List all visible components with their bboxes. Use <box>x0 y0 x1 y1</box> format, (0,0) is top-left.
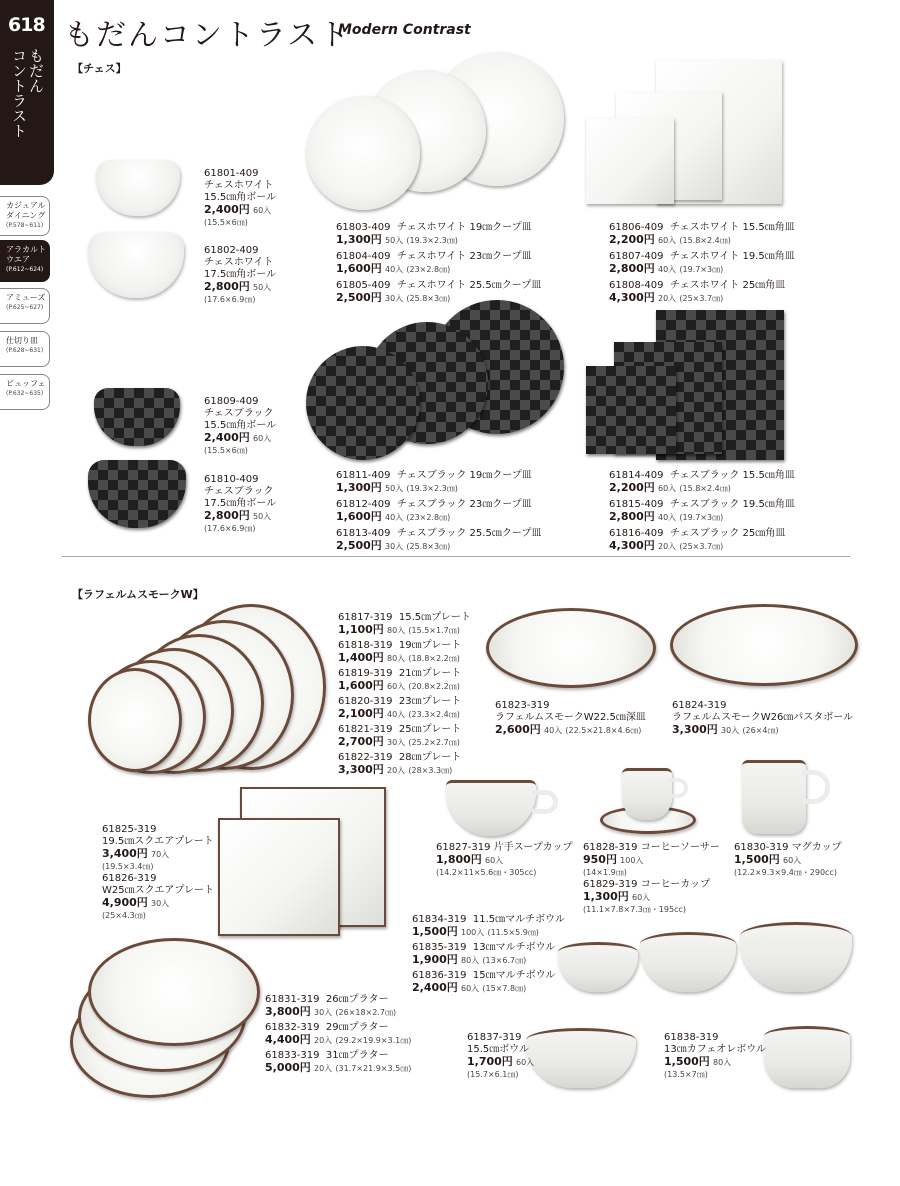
product-image-61811 <box>306 346 420 460</box>
cup-handle <box>668 778 688 798</box>
product-code: 61836-319 <box>412 970 467 981</box>
product-group-platters <box>265 994 411 1075</box>
product-group-chess-black-coupe <box>336 470 541 553</box>
product-group-chess-black-square <box>609 470 795 553</box>
cup-handle <box>802 770 830 804</box>
product-name: ラフェルムスモークW26㎝パスタボール <box>672 712 854 723</box>
product-price: 1,300円 <box>336 481 382 494</box>
product-qty: 20入 <box>313 1036 333 1045</box>
product-name: チェスホワイト 19.5㎝角皿 <box>669 251 795 262</box>
product-code: 61822-319 <box>338 752 393 763</box>
product-price: 2,100円 <box>338 707 384 720</box>
side-tab-label: アラカルト ウエア <box>6 245 46 264</box>
section-divider <box>62 556 850 557</box>
product-name: チェスホワイト 23㎝クープ皿 <box>396 251 532 262</box>
product-name: チェスホワイト 25.5㎝クープ皿 <box>396 280 542 291</box>
product-size: (19.3×2.3㎝) <box>406 236 458 245</box>
product-qty: 100入 <box>460 928 485 937</box>
product-name: チェスホワイト 19㎝クープ皿 <box>396 222 532 233</box>
product-code: 61812-409 <box>336 499 391 510</box>
product-price: 2,500円 <box>336 539 382 552</box>
product-image-61801 <box>96 160 180 216</box>
side-tab-alacarte[interactable] <box>0 240 50 282</box>
product-price: 2,800円 <box>204 280 250 293</box>
product-code: 61834-319 <box>412 914 467 925</box>
product-size: (28×3.3㎝) <box>408 766 453 775</box>
product-name: チェスホワイト 15.5㎝角皿 <box>669 222 795 233</box>
product-name: ラフェルムスモークW22.5㎝深皿 <box>495 712 646 723</box>
product-size: (11.5×5.9㎝) <box>487 928 539 937</box>
product-qty: 60入 <box>515 1058 535 1067</box>
product-code: 61826-319 <box>102 873 157 884</box>
product-price: 1,500円 <box>734 853 780 866</box>
product-price: 2,400円 <box>412 981 458 994</box>
product-61827 <box>436 842 573 879</box>
product-name: チェスブラック 25.5㎝クープ皿 <box>396 528 542 539</box>
product-code: 61817-319 <box>338 612 393 623</box>
product-image-61814 <box>586 366 676 454</box>
product-size: (15.5×1.7㎝) <box>408 626 460 635</box>
product-price: 1,900円 <box>412 953 458 966</box>
product-61801 <box>204 168 276 229</box>
product-size: (25.2×2.7㎝) <box>408 738 460 747</box>
product-qty: 50入 <box>252 512 272 521</box>
product-name: 13㎝カフェオレボウル <box>664 1044 766 1055</box>
product-name: チェスブラック 19.5㎝角皿 <box>669 499 795 510</box>
page-title: もだんコントラスト <box>64 18 352 53</box>
product-price: 2,200円 <box>609 481 655 494</box>
product-image-61834 <box>558 942 638 992</box>
side-tab-label: ビュッフェ <box>6 379 46 388</box>
product-code: 61816-409 <box>609 528 664 539</box>
product-qty: 40入 <box>657 265 677 274</box>
product-qty: 80入 <box>712 1058 732 1067</box>
product-size: (19.7×3㎝) <box>679 265 724 274</box>
cup-handle <box>532 790 558 814</box>
product-name: 26㎝プラター <box>325 994 389 1005</box>
product-code: 61815-409 <box>609 499 664 510</box>
product-price: 1,600円 <box>338 679 384 692</box>
product-size: (15.8×2.4㎝) <box>679 236 731 245</box>
product-qty: 20入 <box>313 1064 333 1073</box>
product-name: 15㎝マルチボウル <box>472 970 556 981</box>
product-code: 61837-319 <box>467 1032 522 1043</box>
product-name: 15.5㎝角ボール <box>204 192 277 203</box>
product-name: 15.5㎝ボウル <box>467 1044 529 1055</box>
product-size: (20.8×2.2㎝) <box>408 682 460 691</box>
product-price: 3,800円 <box>265 1005 311 1018</box>
product-qty: 30入 <box>384 294 404 303</box>
product-qty: 60入 <box>252 434 272 443</box>
product-code: 61809-409 <box>204 396 259 407</box>
product-qty: 60入 <box>386 682 406 691</box>
product-qty: 30入 <box>313 1008 333 1017</box>
product-price: 3,400円 <box>102 847 148 860</box>
page-side-tab <box>0 0 54 185</box>
product-size: (14.2×11×5.6㎝・305cc) <box>436 868 537 877</box>
product-name: チェスホワイト 25㎝角皿 <box>669 280 786 291</box>
product-code: 61814-409 <box>609 470 664 481</box>
product-code: 61818-319 <box>338 640 393 651</box>
product-price: 3,300円 <box>672 723 718 736</box>
product-qty: 40入 <box>657 513 677 522</box>
product-code: 61805-409 <box>336 280 391 291</box>
side-tab-label: 仕切り皿 <box>6 336 38 345</box>
product-price: 2,600円 <box>495 723 541 736</box>
product-61824 <box>672 700 853 737</box>
product-name: チェスブラック <box>204 486 274 497</box>
side-tab-amuse[interactable] <box>0 288 50 324</box>
product-name: コーヒーカップ <box>640 879 711 890</box>
product-qty: 80入 <box>386 654 406 663</box>
product-image-61829 <box>622 768 672 820</box>
product-code: 61802-409 <box>204 245 259 256</box>
page-number: 618 <box>8 14 45 36</box>
product-qty: 20入 <box>657 294 677 303</box>
product-qty: 50入 <box>384 484 404 493</box>
product-qty: 60入 <box>782 856 802 865</box>
product-name: 17.5㎝角ボール <box>204 269 277 280</box>
product-61809 <box>204 396 276 457</box>
product-name: 29㎝プラター <box>325 1022 389 1033</box>
product-name: チェスホワイト <box>204 180 274 191</box>
product-size: (31.7×21.9×3.5㎝) <box>335 1064 412 1073</box>
product-qty: 60入 <box>252 206 272 215</box>
product-size: (15.7×6.1㎝) <box>467 1070 519 1079</box>
product-qty: 80入 <box>460 956 480 965</box>
product-image-61817 <box>88 668 182 772</box>
product-qty: 50入 <box>384 236 404 245</box>
product-size: (23×2.8㎝) <box>406 265 451 274</box>
product-price: 4,300円 <box>609 291 655 304</box>
product-61810 <box>204 474 276 535</box>
product-image-61836 <box>740 922 852 992</box>
product-size: (25.8×3㎝) <box>406 542 451 551</box>
product-name: 15.5㎝角ボール <box>204 420 277 431</box>
product-size: (19.7×3㎝) <box>679 513 724 522</box>
product-name: 15.5㎝プレート <box>398 612 471 623</box>
product-size: (25×3.7㎝) <box>679 542 724 551</box>
product-qty: 60入 <box>631 893 651 902</box>
product-image-61824 <box>670 604 858 686</box>
product-size: (15×7.8㎝) <box>482 984 527 993</box>
product-code: 61806-409 <box>609 222 664 233</box>
vertical-title-line: コントラスト <box>10 48 28 138</box>
product-size: (22.5×21.8×4.6㎝) <box>565 726 642 735</box>
product-name: 19㎝プレート <box>398 640 462 651</box>
product-qty: 70入 <box>150 850 170 859</box>
product-group-chess-white-coupe <box>336 222 541 305</box>
section-title-vertical <box>0 48 54 138</box>
product-image-61809 <box>94 388 180 446</box>
side-tab-partition-plate[interactable] <box>0 331 50 367</box>
product-price: 1,400円 <box>338 651 384 664</box>
product-size: (23.3×2.4㎝) <box>408 710 460 719</box>
product-size: (19.5×3.4㎝) <box>102 862 154 871</box>
product-price: 2,800円 <box>204 509 250 522</box>
side-tab-range: (P.628~631) <box>6 347 44 354</box>
product-size: (13×6.7㎝) <box>482 956 527 965</box>
side-tab-label: カジュアル ダイニング <box>6 201 46 220</box>
product-size: (18.8×2.2㎝) <box>408 654 460 663</box>
product-name: チェスブラック 15.5㎝角皿 <box>669 470 795 481</box>
product-code: 61835-319 <box>412 942 467 953</box>
product-image-61831 <box>88 938 260 1046</box>
product-qty: 80入 <box>386 626 406 635</box>
product-61838 <box>664 1032 766 1081</box>
product-size: (25×3.7㎝) <box>679 294 724 303</box>
product-name: 19.5㎝スクエアプレート <box>102 836 214 847</box>
product-price: 1,500円 <box>412 925 458 938</box>
product-size: (12.2×9.3×9.4㎝・290cc) <box>734 868 837 877</box>
product-group-raffle-square <box>102 824 214 922</box>
product-qty: 60入 <box>657 484 677 493</box>
product-code: 61803-409 <box>336 222 391 233</box>
product-qty: 30入 <box>720 726 740 735</box>
product-price: 1,600円 <box>336 510 382 523</box>
product-code: 61830-319 <box>734 842 789 853</box>
product-price: 4,900円 <box>102 896 148 909</box>
product-name: 片手スープカップ <box>493 842 573 853</box>
product-image-61806 <box>586 118 674 204</box>
product-qty: 50入 <box>252 283 272 292</box>
side-tab-range: (P.578~611) <box>6 222 44 229</box>
product-qty: 30入 <box>150 899 170 908</box>
product-name: チェスホワイト <box>204 257 274 268</box>
product-size: (25.8×3㎝) <box>406 294 451 303</box>
product-name: 25㎝プレート <box>398 724 462 735</box>
vertical-title-line: もだん <box>27 48 45 93</box>
product-group-coffee <box>583 842 720 916</box>
page-title-en: Modern Contrast <box>338 22 471 38</box>
product-price: 4,400円 <box>265 1033 311 1046</box>
product-size: (25×4.3㎝) <box>102 911 146 920</box>
series-heading-chess: 【チェス】 <box>72 62 127 75</box>
product-size: (26×18×2.7㎝) <box>335 1008 397 1017</box>
product-name: 11.5㎝マルチボウル <box>472 914 565 925</box>
product-name: マグカップ <box>791 842 842 853</box>
product-name: チェスブラック 23㎝クープ皿 <box>396 499 532 510</box>
product-name: チェスブラック <box>204 408 274 419</box>
product-price: 2,200円 <box>609 233 655 246</box>
product-name: チェスブラック 19㎝クープ皿 <box>396 470 532 481</box>
product-image-61827 <box>446 780 536 836</box>
product-price: 2,700円 <box>338 735 384 748</box>
product-size: (14×1.9㎝) <box>583 868 627 877</box>
side-tab-buffet[interactable] <box>0 374 50 410</box>
product-code: 61832-319 <box>265 1022 320 1033</box>
product-code: 61823-319 <box>495 700 550 711</box>
product-qty: 40入 <box>384 513 404 522</box>
product-size: (13.5×7㎝) <box>664 1070 708 1079</box>
product-qty: 30入 <box>384 542 404 551</box>
product-qty: 60入 <box>484 856 504 865</box>
product-image-61803 <box>306 96 420 210</box>
product-code: 61838-319 <box>664 1032 719 1043</box>
product-price: 1,500円 <box>664 1055 710 1068</box>
product-size: (17.6×6.9㎝) <box>204 295 256 304</box>
product-size: (19.3×2.3㎝) <box>406 484 458 493</box>
product-qty: 30入 <box>386 738 406 747</box>
product-code: 61820-319 <box>338 696 393 707</box>
product-price: 5,000円 <box>265 1061 311 1074</box>
product-image-61838 <box>764 1026 850 1088</box>
product-code: 61811-409 <box>336 470 391 481</box>
product-group-chess-white-square <box>609 222 795 305</box>
side-tab-range: (P.632~635) <box>6 390 44 397</box>
product-price: 3,300円 <box>338 763 384 776</box>
side-tab-casual-dining[interactable] <box>0 196 50 236</box>
product-price: 2,800円 <box>609 510 655 523</box>
product-price: 950円 <box>583 853 617 866</box>
product-code: 61807-409 <box>609 251 664 262</box>
side-tab-label: アミューズ <box>6 293 46 302</box>
product-qty: 100入 <box>620 856 644 865</box>
product-price: 2,800円 <box>609 262 655 275</box>
product-image-61830 <box>742 760 806 834</box>
product-image-61825 <box>218 818 340 936</box>
product-qty: 20入 <box>657 542 677 551</box>
product-name: 17.5㎝角ボール <box>204 498 277 509</box>
product-group-multi-bowls <box>412 914 565 995</box>
product-image-61802 <box>88 232 184 298</box>
product-name: 13㎝マルチボウル <box>472 942 556 953</box>
product-price: 2,400円 <box>204 203 250 216</box>
product-name: 23㎝プレート <box>398 696 462 707</box>
product-qty: 60入 <box>657 236 677 245</box>
product-qty: 20入 <box>386 766 406 775</box>
product-image-61810 <box>88 460 186 528</box>
product-code: 61825-319 <box>102 824 157 835</box>
side-tab-range: (P.612~624) <box>6 266 44 273</box>
product-price: 1,600円 <box>336 262 382 275</box>
side-tab-range: (P.625~627) <box>6 304 44 311</box>
product-qty: 60入 <box>460 984 480 993</box>
product-size: (11.1×7.8×7.3㎝・195cc) <box>583 905 686 914</box>
product-name: コーヒーソーサー <box>640 842 720 853</box>
product-price: 1,300円 <box>336 233 382 246</box>
product-size: (15.5×6㎝) <box>204 446 248 455</box>
product-price: 4,300円 <box>609 539 655 552</box>
product-qty: 40入 <box>543 726 563 735</box>
product-code: 61808-409 <box>609 280 664 291</box>
product-61830 <box>734 842 842 879</box>
product-name: 28㎝プレート <box>398 752 462 763</box>
product-size: (29.2×19.9×3.1㎝) <box>335 1036 412 1045</box>
product-code: 61821-319 <box>338 724 393 735</box>
product-61837 <box>467 1032 534 1081</box>
product-qty: 40入 <box>384 265 404 274</box>
product-name: チェスブラック 25㎝角皿 <box>669 528 786 539</box>
product-code: 61831-319 <box>265 994 320 1005</box>
product-size: (26×4㎝) <box>742 726 779 735</box>
product-image-61823 <box>486 608 656 688</box>
product-price: 2,500円 <box>336 291 382 304</box>
product-code: 61828-319 <box>583 842 638 853</box>
product-price: 1,800円 <box>436 853 482 866</box>
product-price: 2,400円 <box>204 431 250 444</box>
product-qty: 40入 <box>386 710 406 719</box>
product-code: 61829-319 <box>583 879 638 890</box>
product-price: 1,300円 <box>583 890 629 903</box>
product-size: (15.5×6㎝) <box>204 218 248 227</box>
product-name: 31㎝プラター <box>325 1050 389 1061</box>
product-code: 61833-319 <box>265 1050 320 1061</box>
product-code: 61819-319 <box>338 668 393 679</box>
product-code: 61824-319 <box>672 700 727 711</box>
product-group-raffle-plates <box>338 612 471 777</box>
product-code: 61810-409 <box>204 474 259 485</box>
product-image-61837 <box>526 1028 636 1088</box>
product-code: 61813-409 <box>336 528 391 539</box>
product-size: (17.6×6.9㎝) <box>204 524 256 533</box>
product-code: 61801-409 <box>204 168 259 179</box>
product-size: (15.8×2.4㎝) <box>679 484 731 493</box>
product-code: 61827-319 <box>436 842 491 853</box>
product-code: 61804-409 <box>336 251 391 262</box>
product-price: 1,700円 <box>467 1055 513 1068</box>
product-61802 <box>204 245 276 306</box>
product-name: 21㎝プレート <box>398 668 462 679</box>
product-61823 <box>495 700 646 737</box>
product-size: (23×2.8㎝) <box>406 513 451 522</box>
product-name: W25㎝スクエアプレート <box>102 885 215 896</box>
product-image-61835 <box>640 932 736 992</box>
series-heading-raffle: 【ラフェルムスモークW】 <box>72 588 204 601</box>
product-price: 1,100円 <box>338 623 384 636</box>
